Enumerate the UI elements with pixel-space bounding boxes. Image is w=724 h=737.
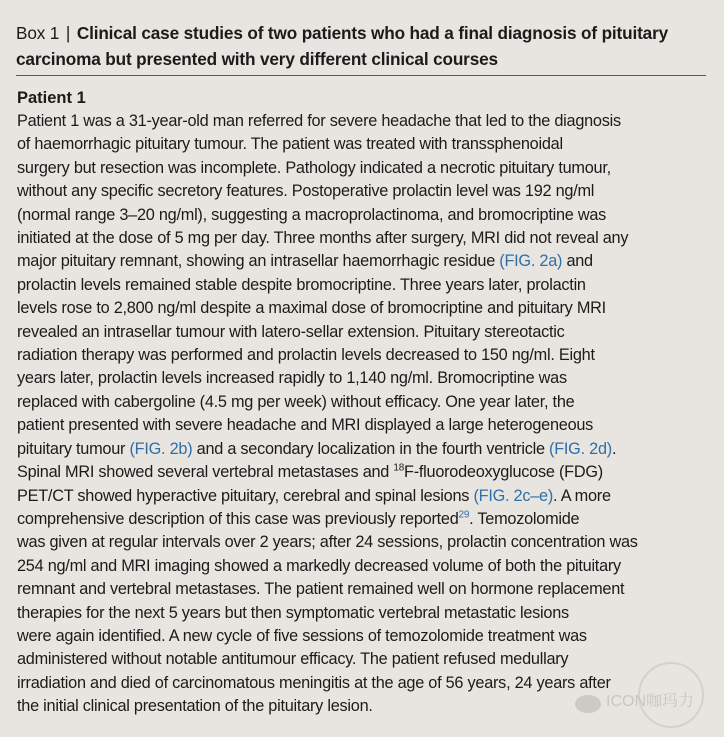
text-line: prolactin levels remained stable despite bromocriptine. Three years later, prolactin xyxy=(17,275,586,294)
text-line: were again identified. A new cycle of five sessions of temozolomide treatment was xyxy=(17,626,587,645)
text-fragment: Spinal MRI showed several vertebral metastases and xyxy=(17,463,394,482)
text-fragment: and xyxy=(562,252,593,271)
superscript: 18 xyxy=(393,462,405,474)
text-line: remnant and vertebral metastases. The patient remained well on hormone replacement xyxy=(17,580,625,599)
text-fragment: . Temozolomide xyxy=(469,509,580,528)
text-line: revealed an intrasellar tumour with latero-sellar extension. Pituitary stereotactic xyxy=(17,322,565,341)
box-separator: | xyxy=(65,23,71,43)
text-line: the initial clinical presentation of the pituitary lesion. xyxy=(17,697,373,716)
watermark-label: ICON咖玛力 xyxy=(606,693,695,710)
text-line: was given at regular intervals over 2 years; after 24 sessions, prolactin concentration was xyxy=(17,533,638,552)
text-line: Patient 1 was a 31-year-old man referred for severe headache that led to the diagnosis xyxy=(17,112,621,130)
watermark-text xyxy=(570,688,694,711)
text-line: years later, prolactin levels increased rapidly to 1,140 ng/ml. Bromocriptine was xyxy=(17,369,567,388)
figure-link[interactable]: (FIG. 2b) xyxy=(129,439,193,458)
text-line: of haemorrhagic pituitary tumour. The patient was treated with transsphenoidal xyxy=(17,135,563,154)
text-fragment: major pituitary remnant, showing an intrasellar haemorrhagic residue xyxy=(17,252,500,271)
text-line: without any specific secretory features. Postoperative prolactin level was 192 ng/ml xyxy=(17,182,595,201)
text-fragment: . A more xyxy=(553,486,611,505)
figure-link[interactable]: (FIG. 2d) xyxy=(549,439,612,458)
text-fragment: . xyxy=(611,439,617,458)
text-line: surgery but resection was incomplete. Pathology indicated a necrotic pituitary tumour, xyxy=(17,158,611,177)
text-fragment: F-fluorodeoxyglucose (FDG) xyxy=(404,463,603,482)
text-fragment: PET/CT showed hyperactive pituitary, cerebral and spinal lesions xyxy=(17,486,474,505)
text-line: radiation therapy was performed and prolactin levels decreased to 150 ng/ml. Eight xyxy=(17,346,595,365)
text-fragment: comprehensive description of this case was previously reported xyxy=(17,509,459,528)
text-fragment: and a secondary localization in the fourth ventricle xyxy=(192,439,550,458)
citation-link[interactable]: 29 xyxy=(458,509,470,521)
text-line: irradiation and died of carcinomatous meningitis at the age of 56 years, 24 years after xyxy=(17,673,611,692)
text-line: therapies for the next 5 years but then symptomatic vertebral metastatic lesions xyxy=(17,603,569,622)
figure-link[interactable]: (FIG. 2c–e) xyxy=(473,486,554,505)
text-line: replaced with cabergoline (4.5 mg per week) without efficacy. One year later, the xyxy=(17,392,575,411)
box-title: Clinical case studies of two patients who had a final diagnosis of pituitary carcinoma but presented with very different clinical courses xyxy=(16,23,669,69)
text-line: administered without notable antitumour efficacy. The patient refused medullary xyxy=(17,650,569,669)
text-line xyxy=(17,508,707,531)
box-header xyxy=(16,20,706,72)
case-description xyxy=(17,110,707,719)
box-label: Box 1 xyxy=(16,23,60,43)
text-line xyxy=(17,250,707,273)
text-line xyxy=(17,485,707,508)
header-divider xyxy=(16,75,706,76)
text-line xyxy=(17,438,707,461)
figure-link[interactable]: (FIG. 2a) xyxy=(499,252,563,271)
text-line: initiated at the dose of 5 mg per day. Three months after surgery, MRI did not reveal any xyxy=(17,229,629,248)
text-line: (normal range 3–20 ng/ml), suggesting a macroprolactinoma, and bromocriptine was xyxy=(17,205,607,224)
text-line: 254 ng/ml and MRI imaging showed a markedly decreased volume of both the pituitary xyxy=(17,556,621,575)
text-fragment: pituitary tumour xyxy=(17,439,130,458)
text-line: levels rose to 2,800 ng/ml despite a maximal dose of bromocriptine and pituitary MRI xyxy=(17,299,606,318)
text-line: patient presented with severe headache and MRI displayed a large heterogeneous xyxy=(17,416,594,435)
text-line xyxy=(17,461,707,484)
patient-heading: Patient 1 xyxy=(17,89,86,107)
